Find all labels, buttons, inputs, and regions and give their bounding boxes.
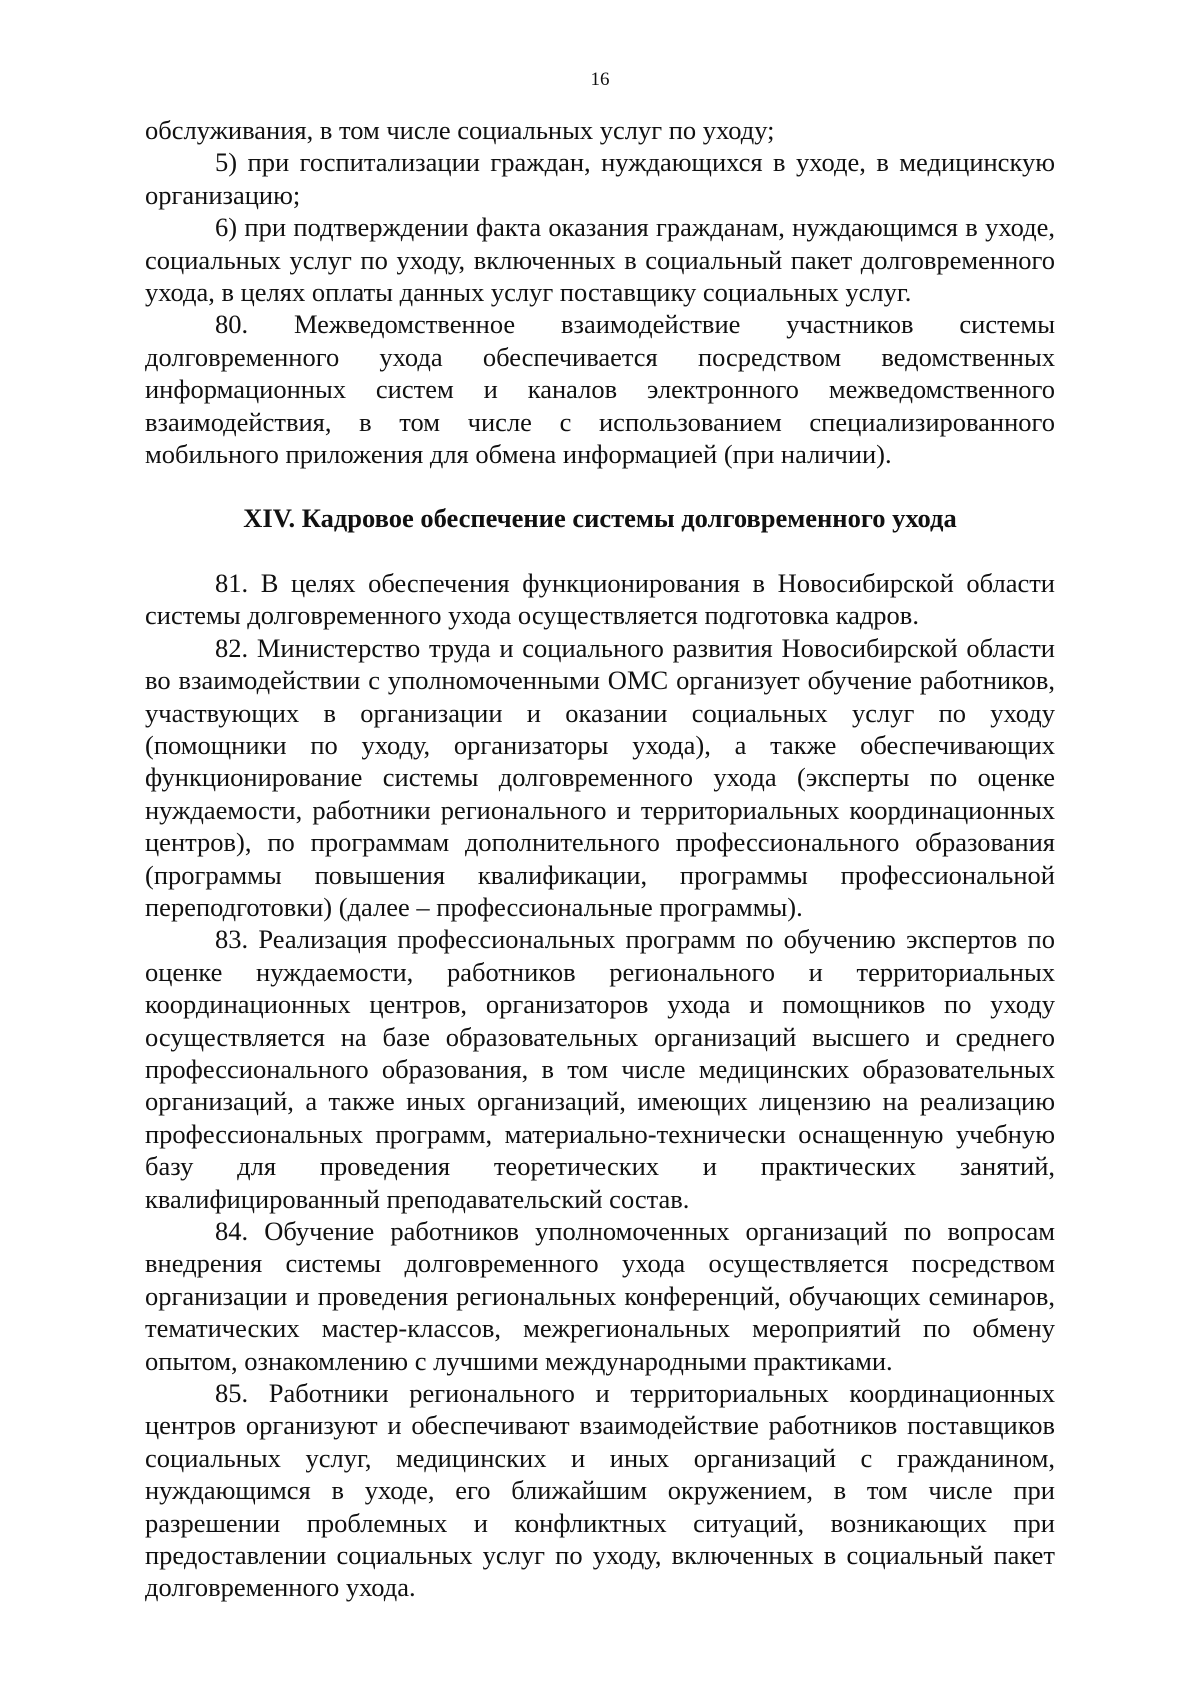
document-body [145, 114, 1055, 1604]
paragraph-82: 82. Министерство труда и социального развития Новосибирской области во взаимодействии с уполномоченными ОМС организует обучение работников, участвующих в организации и оказании социальных услуг по уходу (помощники по уходу, организаторы ухода), а также обеспечивающих функционирование системы долговременного ухода (эксперты по оценке нуждаемости, работники регионального и территориальных координационных центров), по программам дополнительного профессионального образования (программы повышения квалификации, программы профессиональной переподготовки) (далее – профессиональные программы). [145, 632, 1055, 922]
paragraph-continuation: обслуживания, в том числе социальных услуг по уходу; [145, 115, 775, 145]
paragraph-item-6: 6) при подтверждении факта оказания гражданам, нуждающимся в уходе, социальных услуг по уходу, включенных в социальный пакет долговременного ухода, в целях оплаты данных услуг поставщику социальных услуг. [145, 212, 1055, 308]
paragraph-80: 80. Межведомственное взаимодействие участников системы долговременного ухода обеспечивается посредством ведомственных информационных систем и каналов электронного межведомственного взаимодействия, в том числе с использованием специализированного мобильного приложения для обмена информацией (при наличии). [145, 309, 1055, 470]
paragraph-83: 83. Реализация профессиональных программ по обучению экспертов по оценке нуждаемости, работников регионального и территориальных координационных центров, организаторов ухода и помощников по уходу осуществляется на базе образовательных организаций высшего и среднего профессионального образования, в том числе медицинских образовательных организаций, а также иных организаций, имеющих лицензию на реализацию профессиональных программ, материально-технически оснащенную учебную базу для проведения теоретических и практических занятий, квалифицированный преподавательский состав. [145, 924, 1055, 1214]
section-heading: XIV. Кадровое обеспечение системы долговременного ухода [243, 503, 957, 534]
paragraph-item-5: 5) при госпитализации граждан, нуждающихся в уходе, в медицинскую организацию; [145, 147, 1055, 210]
paragraph-81: 81. В целях обеспечения функционирования в Новосибирской области системы долговременного ухода осуществляется подготовка кадров. [145, 567, 1055, 631]
page-number: 16 [590, 69, 610, 90]
paragraph-84: 84. Обучение работников уполномоченных организаций по вопросам внедрения системы долговременного ухода осуществляется посредством организации и проведения региональных конференций, обучающих семинаров, тематических мастер-классов, межрегиональных мероприятий по обмену опытом, ознакомлению с лучшими международными практиками. [145, 1216, 1055, 1376]
paragraph-85: 85. Работники регионального и территориальных координационных центров организуют и обеспечивают взаимодействие работников поставщиков социальных услуг, медицинских и иных организаций с гражданином, нуждающимся в уходе, его ближайшим окружением, в том числе при разрешении проблемных и конфликтных ситуаций, возникающих при предоставлении социальных услуг по уходу, включенных в социальный пакет долговременного ухода. [145, 1378, 1055, 1603]
